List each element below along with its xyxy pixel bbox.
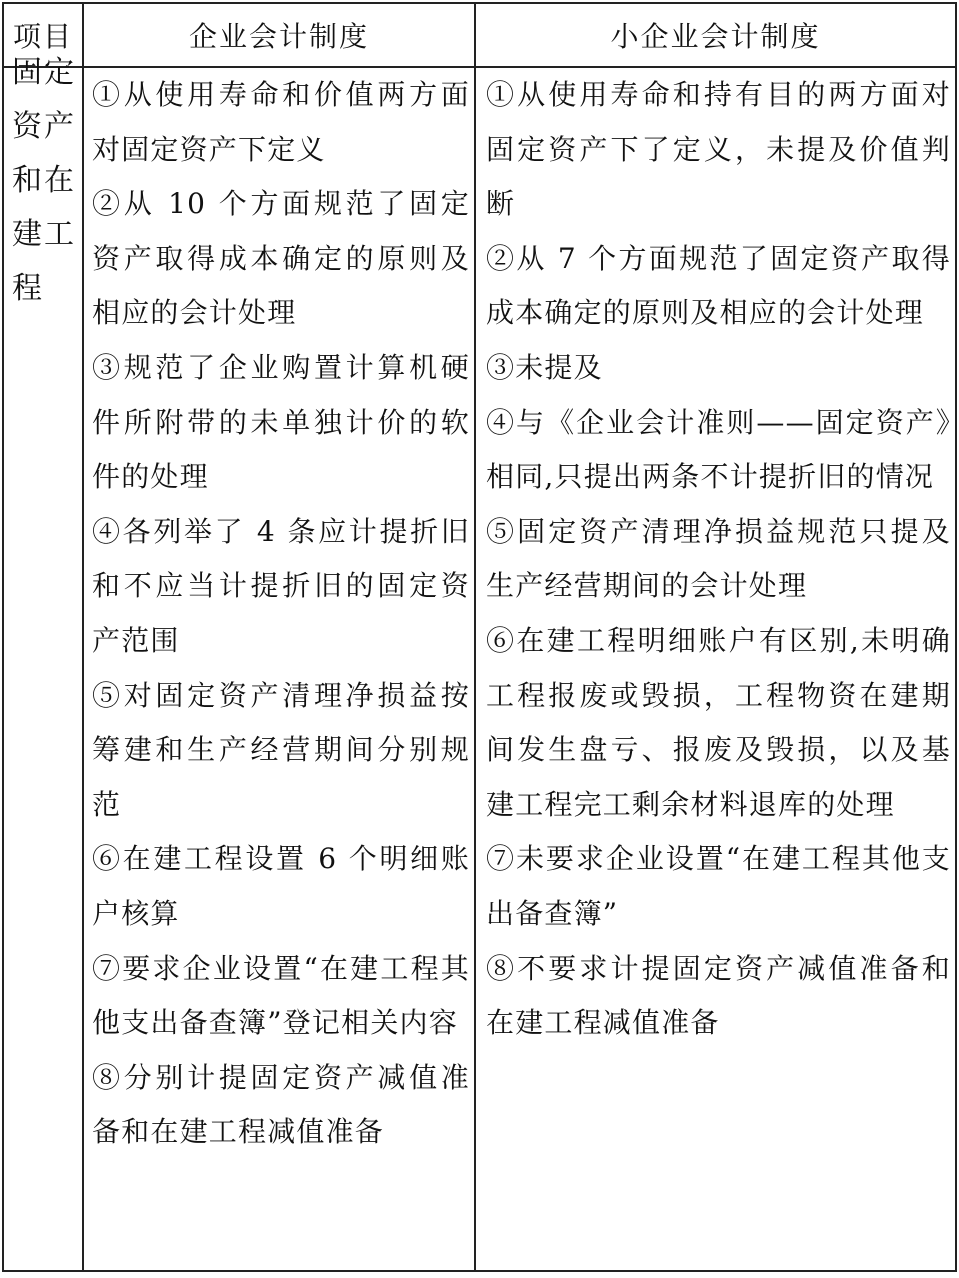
enterprise-point: ⑤对固定资产清理净损益按筹建和生产经营期间分别规范 — [92, 678, 470, 821]
header-row — [3, 3, 956, 67]
enterprise-point: ⑥在建工程设置 6 个明细账户核算 — [92, 842, 470, 930]
item-label: 固定资产和在建工程 — [12, 55, 76, 306]
small-enterprise-point: ③未提及 — [486, 350, 603, 384]
small-enterprise-point: ④与《企业会计准则——固定资产》相同,只提出两条不计提折旧的情况 — [486, 405, 951, 494]
small-enterprise-point: ②从 7 个方面规范了固定资产取得成本确定的原则及相应的会计处理 — [486, 241, 951, 330]
item-cell — [3, 55, 83, 1271]
small-enterprise-point: ⑦未要求企业设置“在建工程其他支出备查簿” — [486, 842, 951, 930]
comparison-table — [2, 2, 957, 1272]
header-item: 项目 — [3, 3, 83, 67]
enterprise-point: ③规范了企业购置计算机硬件所附带的未单独计价的软件的处理 — [92, 350, 470, 494]
enterprise-point: ⑦要求企业设置“在建工程其他支出备查簿”登记相关内容 — [92, 951, 470, 1040]
small-enterprise-point: ⑧不要求计提固定资产减值准备和在建工程减值准备 — [486, 951, 951, 1040]
table-row — [3, 67, 956, 1271]
small-enterprise-cell — [475, 67, 956, 1271]
small-enterprise-point: ⑥在建工程明细账户有区别,未明确工程报废或毁损，工程物资在建期间发生盘亏、报废及毁损，以及基建工程完工剩余材料退库的处理 — [486, 623, 951, 821]
header-enterprise: 企业会计制度 — [83, 3, 475, 67]
enterprise-point: ②从 10 个方面规范了固定资产取得成本确定的原则及相应的会计处理 — [92, 187, 470, 330]
enterprise-cell — [83, 67, 475, 1271]
enterprise-point: ④各列举了 4 条应计提折旧和不应当计提折旧的固定资产范围 — [92, 514, 470, 657]
header-small-enterprise: 小企业会计制度 — [475, 3, 956, 67]
enterprise-point: ⑧分别计提固定资产减值准备和在建工程减值准备 — [92, 1060, 470, 1149]
comparison-page — [2, 2, 955, 1272]
enterprise-point: ①从使用寿命和价值两方面对固定资产下定义 — [92, 78, 470, 166]
small-enterprise-point: ①从使用寿命和持有目的两方面对固定资产下了定义，未提及价值判断 — [486, 78, 951, 221]
small-enterprise-point: ⑤固定资产清理净损益规范只提及生产经营期间的会计处理 — [486, 514, 951, 603]
